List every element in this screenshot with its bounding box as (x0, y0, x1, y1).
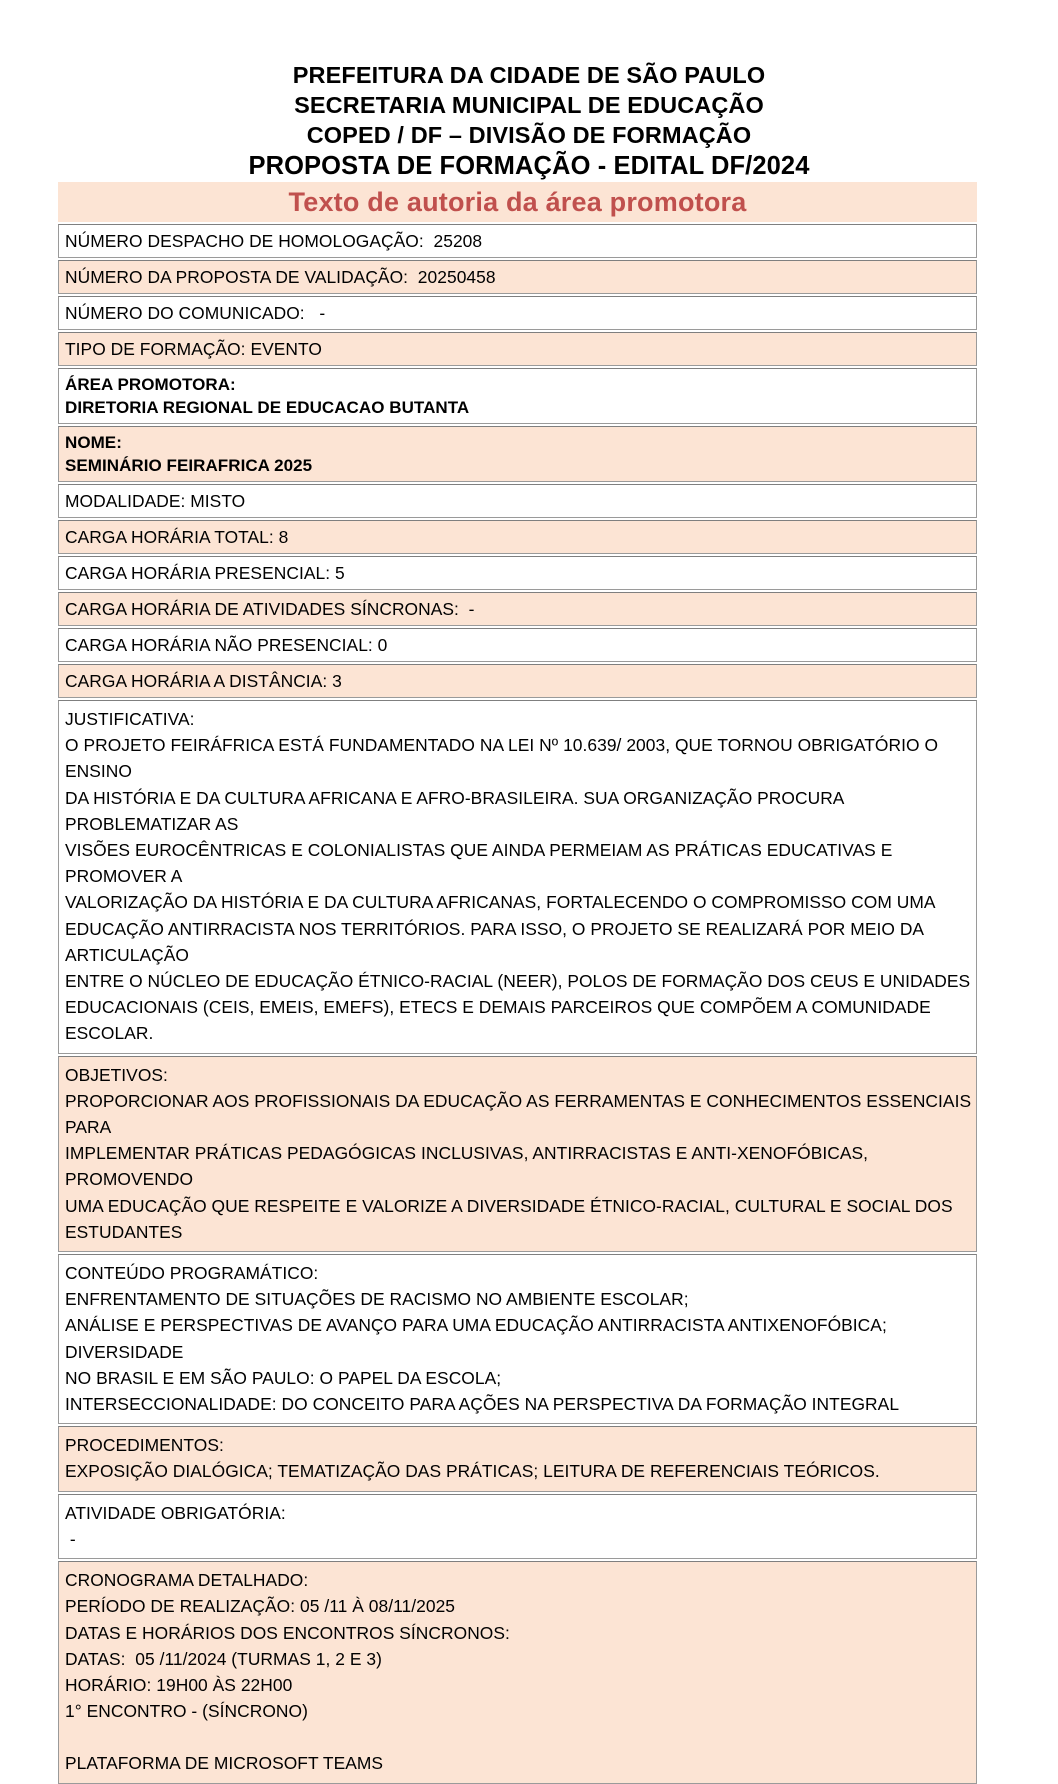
justificativa-line: DA HISTÓRIA E DA CULTURA AFRICANA E AFRO-BRASILEIRA. SUA ORGANIZAÇÃO PROCURA PROBLEMATIZAR AS (65, 787, 849, 834)
carga-horaria-total-text: CARGA HORÁRIA TOTAL: 8 (65, 527, 289, 547)
row-cronograma-detalhado (58, 1561, 977, 1783)
row-carga-horaria-total (58, 520, 977, 554)
proposal-table (58, 182, 977, 1784)
row-procedimentos (58, 1426, 977, 1491)
justificativa-line: VALORIZAÇÃO DA HISTÓRIA E DA CULTURA AFRICANAS, FORTALECENDO O COMPROMISSO COM UMA (65, 892, 936, 913)
justificativa-line: VISÕES EUROCÊNTRICAS E COLONIALISTAS QUE AINDA PERMEIAM AS PRÁTICAS EDUCATIVAS E PROMOVER A (65, 840, 898, 887)
justificativa-label: JUSTIFICATIVA: (65, 709, 195, 729)
cronograma-line: DATAS E HORÁRIOS DOS ENCONTROS SÍNCRONOS: (65, 1622, 510, 1643)
objetivos-line: PROPORCIONAR AOS PROFISSIONAIS DA EDUCAÇÃO AS FERRAMENTAS E CONHECIMENTOS ESSENCIAIS PARA (65, 1090, 976, 1138)
row-numero-comunicado (58, 296, 977, 330)
banner-texto-autoria: Texto de autoria da área promotora (58, 182, 977, 222)
numero-despacho-text: NÚMERO DESPACHO DE HOMOLOGAÇÃO: 25208 (65, 231, 483, 251)
objetivos-line: UMA EDUCAÇÃO QUE RESPEITE E VALORIZE A DIVERSIDADE ÉTNICO-RACIAL, CULTURAL E SOCIAL DOS (65, 1195, 953, 1216)
conteudo-programatico-line: NO BRASIL E EM SÃO PAULO: O PAPEL DA ESCOLA; (65, 1367, 502, 1388)
header-line-secretaria: SECRETARIA MUNICIPAL DE EDUCAÇÃO (294, 92, 764, 118)
cronograma-line: 1° ENCONTRO - (SÍNCRONO) (65, 1701, 308, 1722)
row-numero-proposta-validacao (58, 260, 977, 294)
justificativa-line: O PROJETO FEIRÁFRICA ESTÁ FUNDAMENTADO NA LEI Nº 10.639/ 2003, QUE TORNOU OBRIGATÓRIO O ENSINO (65, 735, 943, 782)
atividade-obrigatoria-label: ATIVIDADE OBRIGATÓRIA: (65, 1502, 286, 1523)
row-carga-horaria-nao-presencial (58, 628, 977, 662)
conteudo-programatico-line: ENFRENTAMENTO DE SITUAÇÕES DE RACISMO NO AMBIENTE ESCOLAR; (65, 1289, 689, 1310)
objetivos-label: OBJETIVOS: (65, 1064, 168, 1085)
row-conteudo-programatico (58, 1254, 977, 1424)
justificativa-line: ENTRE O NÚCLEO DE EDUCAÇÃO ÉTNICO-RACIAL (NEER), POLOS DE FORMAÇÃO DOS CEUS E UNIDADES (65, 971, 971, 992)
objetivos-line: IMPLEMENTAR PRÁTICAS PEDAGÓGICAS INCLUSIVAS, ANTIRRACISTAS E ANTI-XENOFÓBICAS, PROMOVENDO (65, 1143, 873, 1190)
tipo-formacao-text: TIPO DE FORMAÇÃO: EVENTO (65, 339, 322, 359)
nome-label: NOME: (65, 433, 122, 452)
row-atividade-obrigatoria (58, 1494, 977, 1559)
nome-value: SEMINÁRIO FEIRAFRICA 2025 (65, 456, 313, 475)
justificativa-line: EDUCACIONAIS (CEIS, EMEIS, EMEFS), ETECS E DEMAIS PARCEIROS QUE COMPÕEM A COMUNIDADE ESCOLAR. (65, 997, 936, 1044)
carga-horaria-presencial-text: CARGA HORÁRIA PRESENCIAL: 5 (65, 563, 345, 583)
header-line-proposta: PROPOSTA DE FORMAÇÃO - EDITAL DF/2024 (248, 152, 810, 180)
objetivos-line: ESTUDANTES (65, 1221, 183, 1242)
cronograma-line: HORÁRIO: 19H00 ÀS 22H00 (65, 1674, 293, 1695)
modalidade-text: MODALIDADE: MISTO (65, 491, 246, 511)
row-carga-horaria-distancia (58, 664, 977, 698)
numero-proposta-validacao-text: NÚMERO DA PROPOSTA DE VALIDAÇÃO: 20250458 (65, 267, 496, 287)
row-objetivos (58, 1056, 977, 1252)
row-justificativa (58, 700, 977, 1054)
conteudo-programatico-line: ANÁLISE E PERSPECTIVAS DE AVANÇO PARA UMA EDUCAÇÃO ANTIRRACISTA ANTIXENOFÓBICA; DIVERSIDADE (65, 1315, 892, 1362)
row-tipo-formacao (58, 332, 977, 366)
procedimentos-label: PROCEDIMENTOS: (65, 1435, 224, 1456)
header-line-coped: COPED / DF – DIVISÃO DE FORMAÇÃO (306, 122, 752, 148)
procedimentos-line: EXPOSIÇÃO DIALÓGICA; TEMATIZAÇÃO DAS PRÁTICAS; LEITURA DE REFERENCIAIS TEÓRICOS. (65, 1461, 880, 1482)
carga-horaria-sincronas-text: CARGA HORÁRIA DE ATIVIDADES SÍNCRONAS: - (65, 599, 475, 619)
cronograma-line: PERÍODO DE REALIZAÇÃO: 05 /11 À 08/11/2025 (65, 1596, 456, 1617)
row-area-promotora (58, 368, 977, 424)
cronograma-label: CRONOGRAMA DETALHADO: (65, 1570, 309, 1591)
conteudo-programatico-line: INTERSECCIONALIDADE: DO CONCEITO PARA AÇÕES NA PERSPECTIVA DA FORMAÇÃO INTEGRAL (65, 1394, 900, 1415)
conteudo-programatico-label: CONTEÚDO PROGRAMÁTICO: (65, 1263, 319, 1284)
carga-horaria-nao-presencial-text: CARGA HORÁRIA NÃO PRESENCIAL: 0 (65, 635, 388, 655)
row-nome (58, 426, 977, 482)
row-numero-despacho (58, 224, 977, 258)
carga-horaria-distancia-text: CARGA HORÁRIA A DISTÂNCIA: 3 (65, 671, 342, 691)
header-line-prefeitura: PREFEITURA DA CIDADE DE SÃO PAULO (292, 62, 766, 88)
cronograma-line: DATAS: 05 /11/2024 (TURMAS 1, 2 E 3) (65, 1648, 382, 1669)
row-modalidade (58, 484, 977, 518)
atividade-obrigatoria-line: - (65, 1528, 76, 1549)
numero-comunicado-text: NÚMERO DO COMUNICADO: - (65, 303, 326, 323)
document-header (0, 0, 1058, 183)
row-carga-horaria-sincronas (58, 592, 977, 626)
row-carga-horaria-presencial (58, 556, 977, 590)
area-promotora-label: ÁREA PROMOTORA: (65, 375, 236, 394)
cronograma-blank-line (65, 1724, 973, 1750)
justificativa-line: EDUCAÇÃO ANTIRRACISTA NOS TERRITÓRIOS. PARA ISSO, O PROJETO SE REALIZARÁ POR MEIO DA ARTICULAÇÃO (65, 918, 928, 965)
area-promotora-value: DIRETORIA REGIONAL DE EDUCACAO BUTANTA (65, 398, 470, 417)
cronograma-line-plataforma: PLATAFORMA DE MICROSOFT TEAMS (65, 1753, 384, 1774)
